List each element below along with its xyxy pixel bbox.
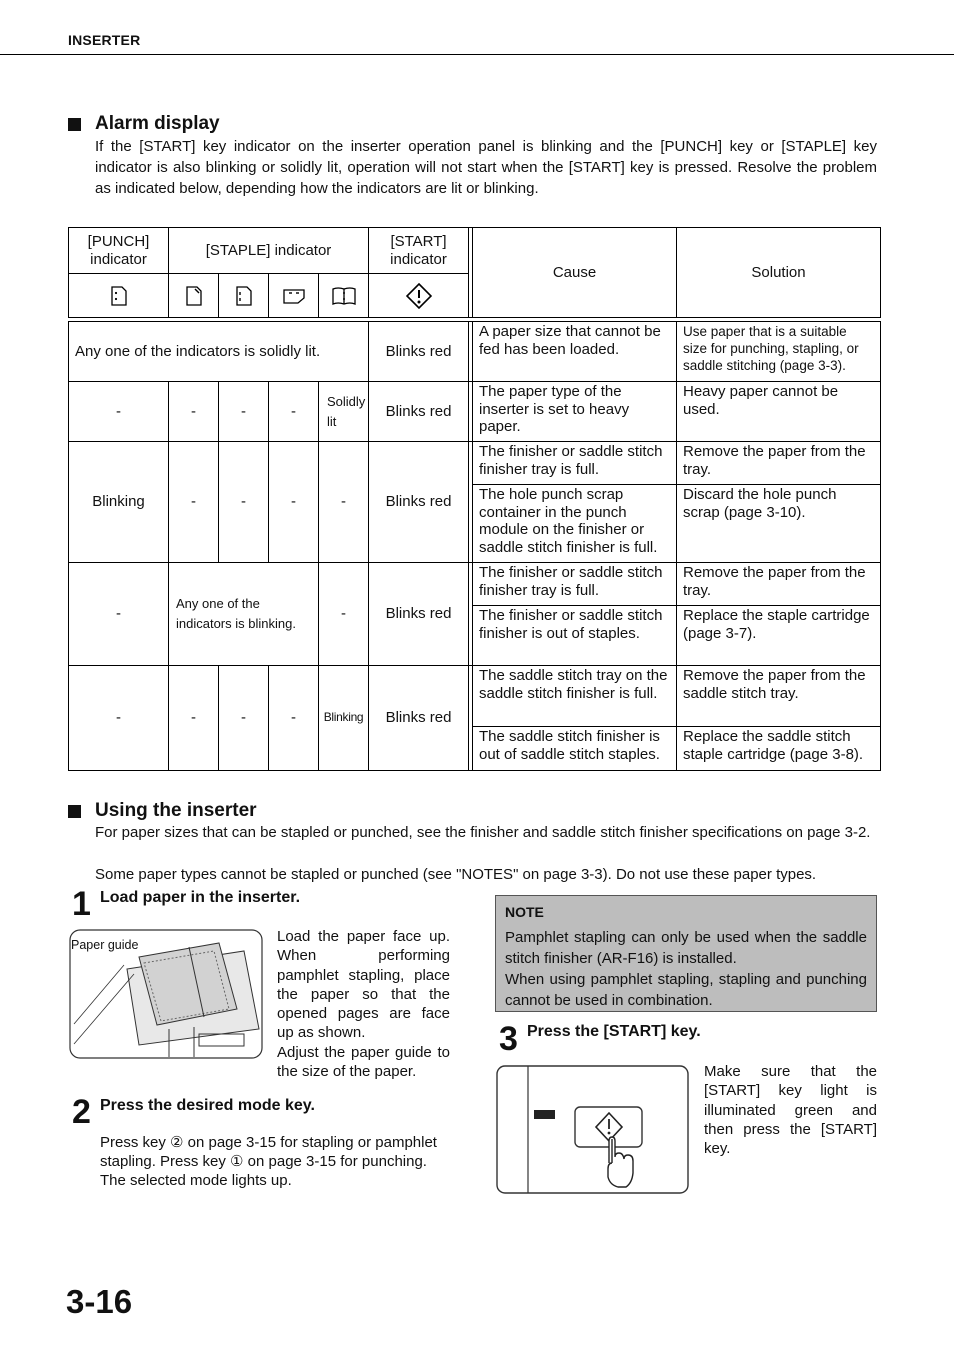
any-lit-cell: Any one of the indicators is solidly lit. xyxy=(69,322,369,382)
saddle-cell: - xyxy=(319,563,369,666)
staple-cell: - xyxy=(169,442,219,563)
table-row xyxy=(69,442,881,485)
solution-cell: Heavy paper cannot be used. xyxy=(677,382,881,442)
staple-cell: - xyxy=(269,382,319,442)
punch-cell: Blinking xyxy=(69,442,169,563)
saddle-book-icon-cell xyxy=(319,274,369,318)
using-section-title xyxy=(68,800,257,822)
staple-side-icon-cell xyxy=(269,274,319,318)
step-3-title: Press the [START] key. xyxy=(527,1023,701,1040)
saddle-cell: - xyxy=(319,442,369,563)
solution-cell: Remove the paper from the tray. xyxy=(677,563,881,606)
punch-header: [PUNCH] indicator xyxy=(69,228,169,274)
page-number: 3-16 xyxy=(66,1283,133,1320)
punch-cell: - xyxy=(69,563,169,666)
solution-header: Solution xyxy=(677,228,881,318)
step-1-text-2: Adjust the paper guide to the size of the paper. xyxy=(277,1044,450,1081)
paper-guide-label: Paper guide xyxy=(71,938,139,952)
start-cell: Blinks red xyxy=(369,442,469,563)
start-cell: Blinks red xyxy=(369,382,469,442)
step-2-text: Press key ② on page 3-15 for stapling or pamphlet stapling. Press key ① on page 3-15 for punching. The selected mode lights up. xyxy=(100,1134,437,1189)
staple-header: [STAPLE] indicator xyxy=(169,228,369,274)
cause-cell: The paper type of the inserter is set to heavy paper. xyxy=(473,382,677,442)
table-row xyxy=(69,322,881,382)
step-2-title: Press the desired mode key. xyxy=(100,1097,315,1114)
note-box xyxy=(495,895,877,1012)
staple-corner-icon-cell xyxy=(169,274,219,318)
table-row xyxy=(69,666,881,727)
note-line-1: Pamphlet stapling can only be used when the saddle stitch finisher (AR-F16) is installed. xyxy=(505,929,867,967)
alarm-intro: If the [START] key indicator on the inserter operation panel is blinking and the [PUNCH] key or [STAPLE] key indicator is also blinking or solidly lit, operation will not start when the [START] key is pressed. Resolve the problem as indicated below, depending how the indicators are lit or blinking. xyxy=(95,138,877,197)
step-3-number: 3 xyxy=(499,1020,518,1058)
cause-cell: The hole punch scrap container in the punch module on the finisher or saddle stitch finisher is full. xyxy=(473,485,677,563)
cause-cell: The finisher or saddle stitch finisher tray is full. xyxy=(473,442,677,485)
header-rule xyxy=(0,54,954,55)
step-1-text: Load the paper face up. When performing pamphlet stapling, place the paper so that the opened pages are face up as shown. xyxy=(277,928,450,1042)
note-heading: NOTE xyxy=(505,904,544,920)
solution-cell: Replace the staple cartridge (page 3-7). xyxy=(677,606,881,666)
cause-header: Cause xyxy=(473,228,677,318)
cause-cell: The saddle stitch tray on the saddle stitch finisher is full. xyxy=(473,666,677,727)
saddle-cell: Solidly lit xyxy=(319,382,369,442)
start-icon-cell xyxy=(369,274,469,318)
staple-cell: - xyxy=(219,382,269,442)
alarm-table xyxy=(68,227,881,771)
start-icon xyxy=(406,283,432,309)
running-header: INSERTER xyxy=(68,32,141,48)
cause-cell: The finisher or saddle stitch finisher is out of staples. xyxy=(473,606,677,666)
punch-icon xyxy=(111,286,127,306)
start-cell: Blinks red xyxy=(369,322,469,382)
cause-cell: The saddle stitch finisher is out of saddle stitch staples. xyxy=(473,727,677,771)
step-3-text: Make sure that the [START] key light is illuminated green and then press the [START] key. xyxy=(704,1063,877,1158)
step-2-number: 2 xyxy=(72,1093,91,1131)
staple-cell: - xyxy=(269,666,319,771)
punch-cell: - xyxy=(69,382,169,442)
solution-cell: Remove the paper from the saddle stitch tray. xyxy=(677,666,881,727)
note-line-2: When using pamphlet stapling, stapling and punching cannot be used in combination. xyxy=(505,971,867,1009)
table-row xyxy=(69,563,881,606)
bullet-square-icon xyxy=(68,805,81,818)
step-1-title: Load paper in the inserter. xyxy=(100,889,301,906)
solution-cell: Discard the hole punch scrap (page 3-10). xyxy=(677,485,881,563)
alarm-section-title xyxy=(68,113,220,135)
any-blink-cell: Any one of the indicators is blinking. xyxy=(169,563,319,666)
using-para-1: For paper sizes that can be stapled or punched, see the finisher and saddle stitch finisher specifications on page 3-2. xyxy=(95,824,871,841)
solution-cell: Replace the saddle stitch staple cartridge (page 3-8). xyxy=(677,727,881,771)
start-cell: Blinks red xyxy=(369,666,469,771)
cause-cell: The finisher or saddle stitch finisher tray is full. xyxy=(473,563,677,606)
table-row xyxy=(69,382,881,442)
solution-cell: Use paper that is a suitable size for punching, stapling, or saddle stitching (page 3-3). xyxy=(677,322,881,382)
start-key-figure xyxy=(496,1065,690,1195)
staple-cell: - xyxy=(269,442,319,563)
saddle-cell: Blinking xyxy=(319,666,369,771)
staple-cell: - xyxy=(169,382,219,442)
step-1-number: 1 xyxy=(72,885,91,923)
staple-cell: - xyxy=(169,666,219,771)
cause-cell: A paper size that cannot be fed has been loaded. xyxy=(473,322,677,382)
staple-cell: - xyxy=(219,666,269,771)
saddle-book-icon xyxy=(332,286,356,306)
bullet-square-icon xyxy=(68,118,81,131)
solution-cell: Remove the paper from the tray. xyxy=(677,442,881,485)
using-title-text: Using the inserter xyxy=(95,800,257,821)
staple-corner-icon xyxy=(186,286,202,306)
using-para-2: Some paper types cannot be stapled or punched (see "NOTES" on page 3-3). Do not use these paper types. xyxy=(95,866,817,883)
staple-two-icon xyxy=(236,286,252,306)
punch-icon-cell xyxy=(69,274,169,318)
start-header: [START] indicator xyxy=(369,228,469,274)
staple-two-icon-cell xyxy=(219,274,269,318)
alarm-title-text: Alarm display xyxy=(95,113,220,134)
staple-side-icon xyxy=(283,288,305,304)
staple-cell: - xyxy=(219,442,269,563)
punch-cell: - xyxy=(69,666,169,771)
start-cell: Blinks red xyxy=(369,563,469,666)
